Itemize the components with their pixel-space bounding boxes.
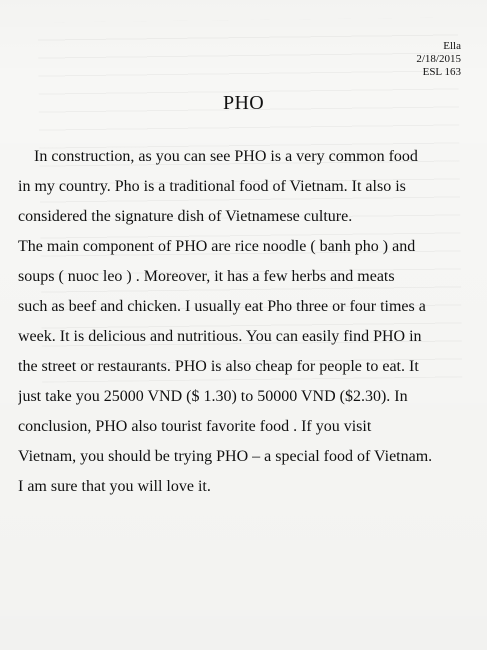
essay-line: Vietnam, you should be trying PHO – a special food of Vietnam.: [18, 448, 433, 465]
essay-line: I am sure that you will love it.: [18, 478, 211, 495]
essay-line: such as beef and chicken. I usually eat Pho three or four times a: [18, 298, 426, 315]
essay-line: In construction, as you can see PHO is a very common food: [34, 148, 418, 165]
essay-line: the street or restaurants. PHO is also cheap for people to eat. It: [18, 358, 419, 375]
essay-body: [18, 142, 469, 502]
essay-line: soups ( nuoc leo ) . Moreover, it has a few herbs and meats: [18, 268, 395, 285]
author-name: Ella: [443, 40, 461, 52]
essay-line: conclusion, PHO also tourist favorite food . If you visit: [18, 418, 372, 435]
course-code: ESL 163: [422, 66, 461, 78]
essay-line: week. It is delicious and nutritious. You can easily find PHO in: [18, 328, 422, 345]
essay-line: considered the signature dish of Vietnamese culture.: [18, 208, 353, 225]
essay-line: in my country. Pho is a traditional food of Vietnam. It also is: [18, 178, 406, 195]
essay-line: The main component of PHO are rice noodle ( banh pho ) and: [18, 238, 416, 255]
header-info: [341, 40, 461, 79]
date: 2/18/2015: [416, 53, 461, 65]
page-title: PHO: [223, 92, 264, 114]
essay-line: just take you 25000 VND ($ 1.30) to 50000 VND ($2.30). In: [18, 388, 408, 405]
